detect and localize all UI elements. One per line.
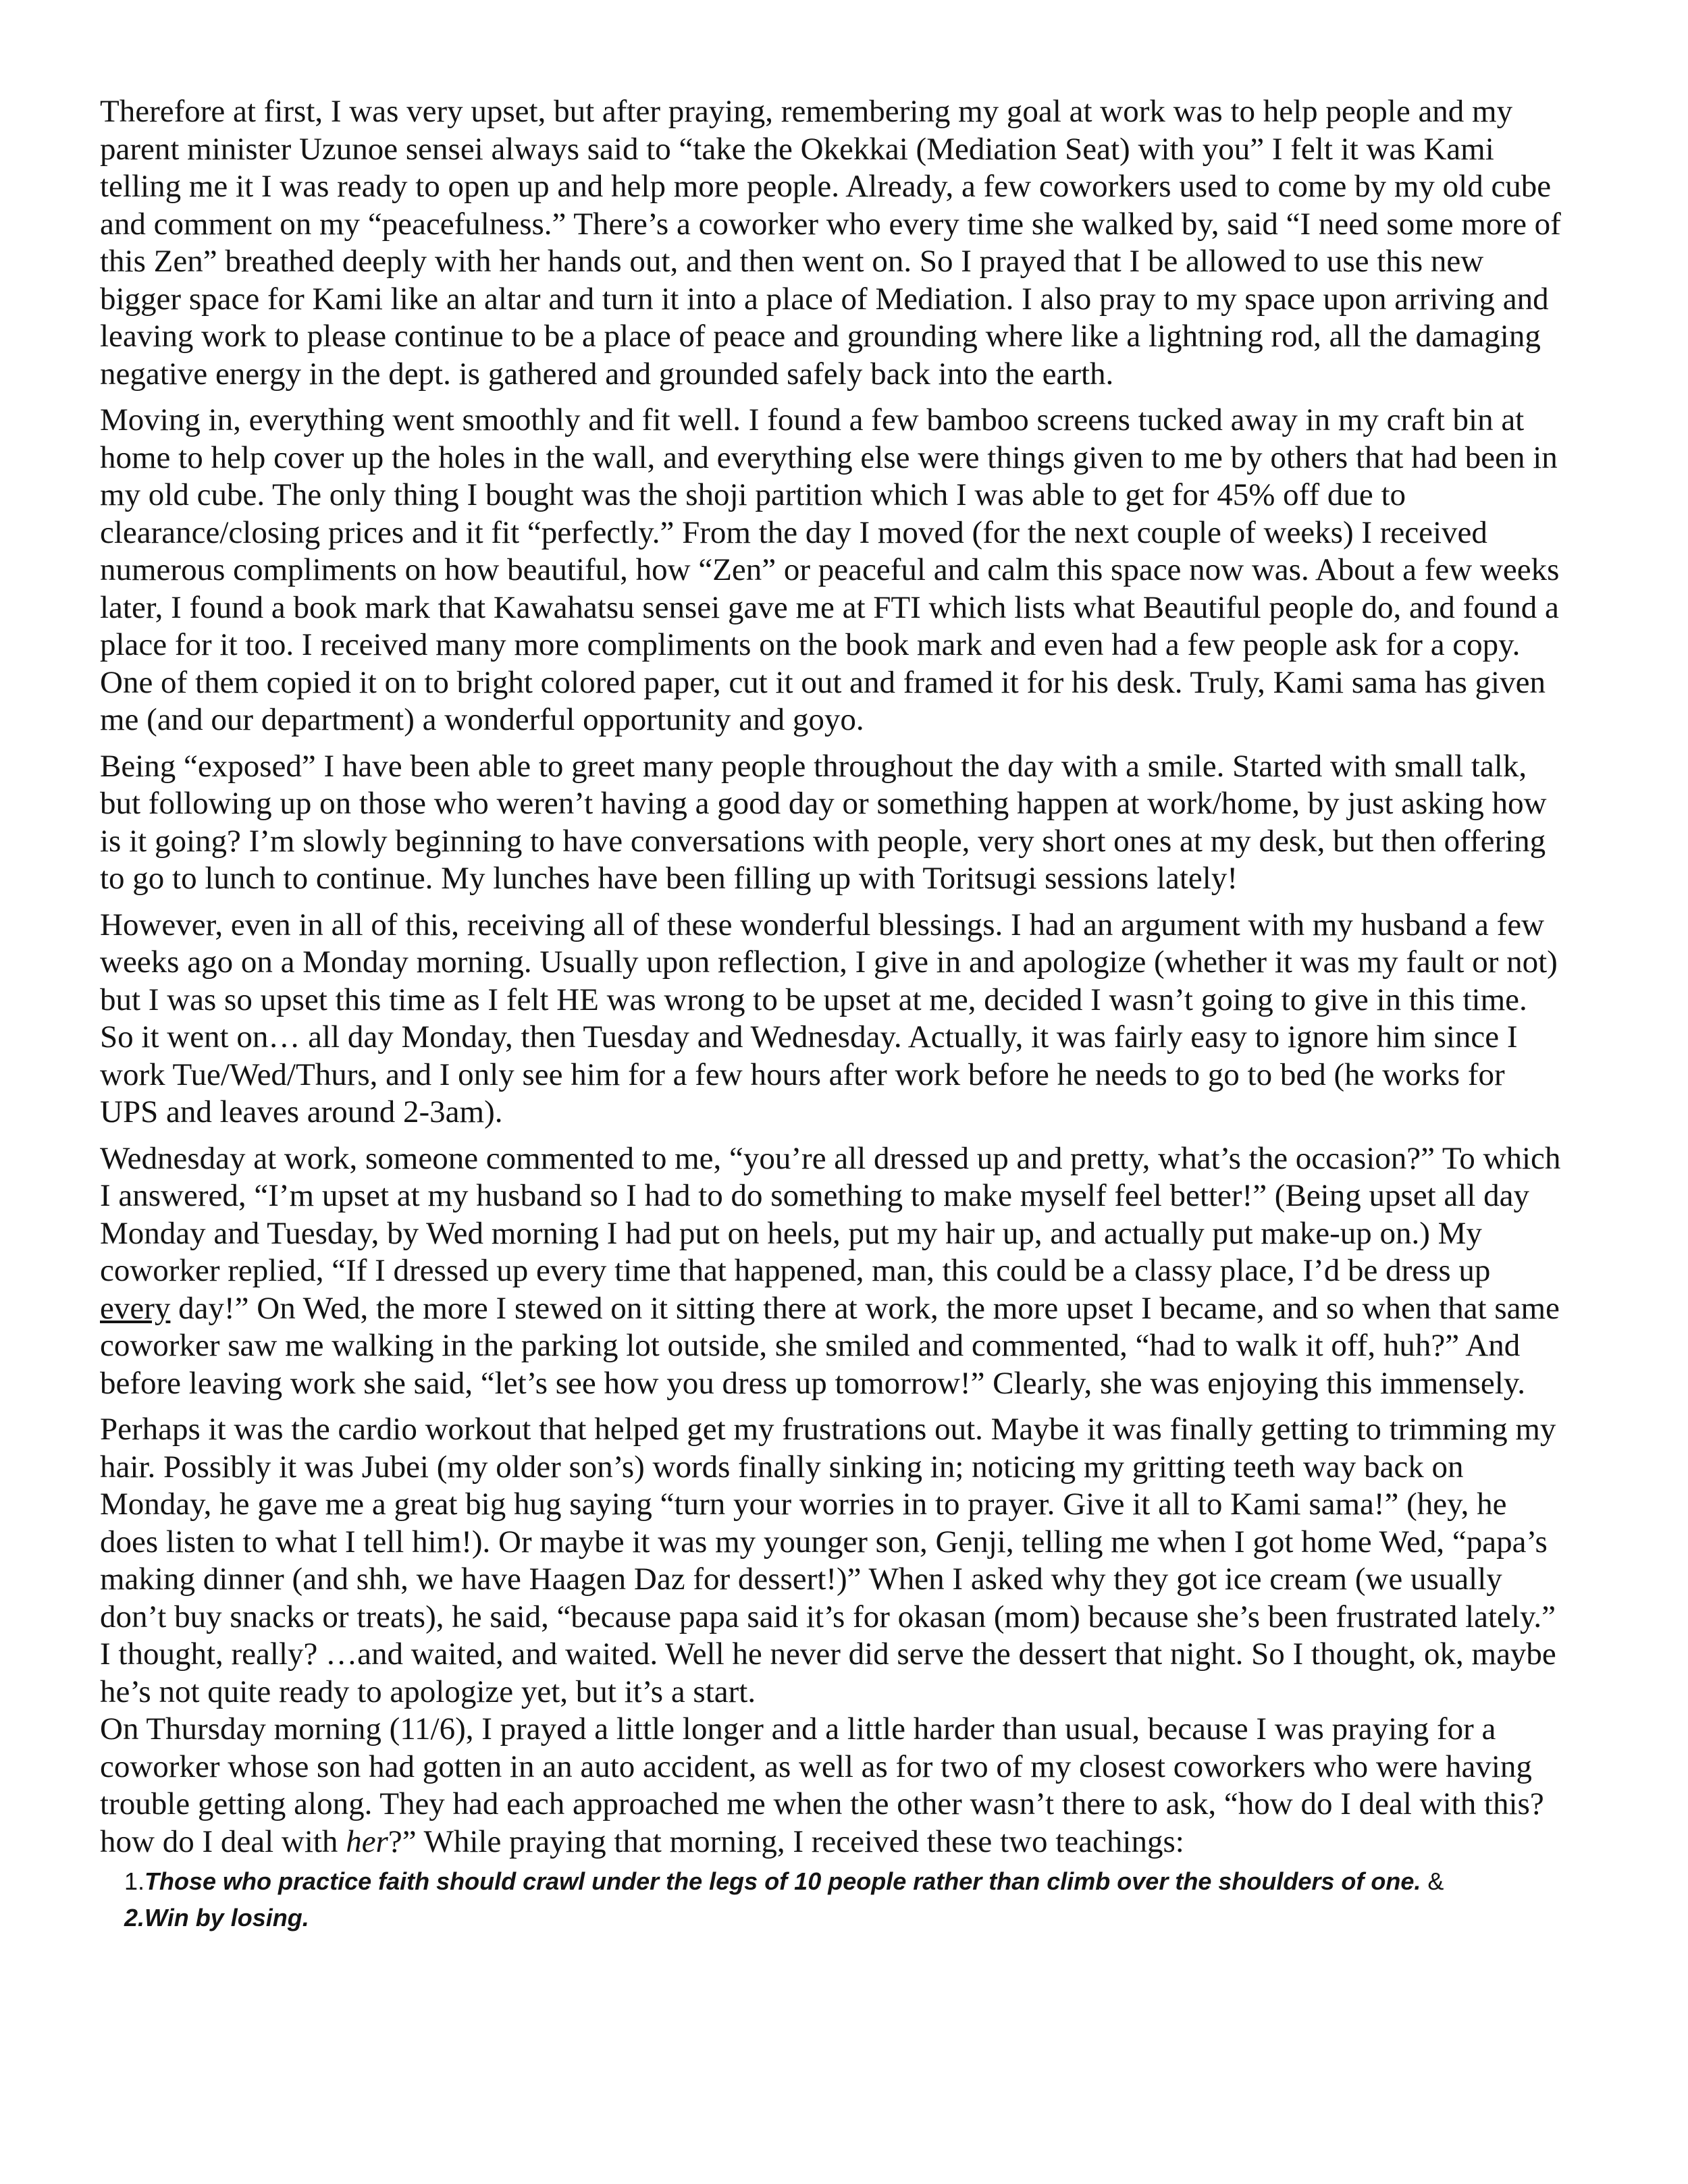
paragraph-5 xyxy=(100,1140,1562,1403)
paragraph-2: Moving in, everything went smoothly and fit well. I found a few bamboo screens tucked away in my craft bin at home to help cover up the holes in the wall, and everything else were things given to me by others that had been in my old cube. The only thing I bought was the shoji partition which I was able to get for 45% off due to clearance/closing prices and it fit “perfectly.” From the day I moved (for the next couple of weeks) I received numerous compliments on how beautiful, how “Zen” or peaceful and calm this space now was. About a few weeks later, I found a book mark that Kawahatsu sensei gave me at FTI which lists what Beautiful people do, and found a place for it too. I received many more compliments on the book mark and even had a few people ask for a copy. One of them copied it on to bright colored paper, cut it out and framed it for his desk. Truly, Kami sama has given me (and our department) a wonderful opportunity and goyo. xyxy=(100,402,1560,737)
paragraph-5-text-b: day!” On Wed, the more I stewed on it sitting there at work, the more upset I became, and so when that same coworker saw me walking in the parking lot outside, she smiled and commented, “had to walk it off, huh?” And before leaving work she said, “let’s see how you dress up tomorrow!” Clearly, she was enjoying this immensely. xyxy=(100,1290,1560,1401)
teaching-item xyxy=(100,1863,1562,1900)
teaching-text: Those who practice faith should crawl under the legs of 10 people rather than climb over the shoulders of one. xyxy=(144,1867,1421,1895)
teaching-number: 2. xyxy=(124,1904,145,1932)
teaching-number: 1. xyxy=(124,1867,145,1895)
paragraph-3: Being “exposed” I have been able to greet many people throughout the day with a smile. Started with small talk, but following up on those who weren’t having a good day or something happen at work/home, by just asking how is it going? I’m slowly beginning to have conversations with people, very short ones at my desk, but then offering to go to lunch to continue. My lunches have been filling up with Toritsugi sessions lately! xyxy=(100,748,1547,896)
teaching-item xyxy=(100,1900,1562,1936)
paragraph-6: Perhaps it was the cardio workout that helped get my frustrations out. Maybe it was finally getting to trimming my hair. Possibly it was Jubei (my older son’s) words finally sinking in; noticing my gritting teeth way back on Monday, he gave me a great big hug saying “turn your worries in to prayer. Give it all to Kami sama!” (hey, he does listen to what I tell him!). Or maybe it was my younger son, Genji, telling me when I got home Wed, “papa’s making dinner (and shh, we have Haagen Daz for dessert!)” When I asked why they got ice cream (we usually don’t buy snacks or treats), he said, “because papa said it’s for okasan (mom) because she’s been frustrated lately.” I thought, really? …and waited, and waited. Well he never did serve the dessert that night. So I thought, ok, maybe he’s not quite ready to apologize yet, but it’s a start. xyxy=(100,1412,1556,1709)
teachings-list xyxy=(100,1863,1562,1936)
teaching-text: Win by losing. xyxy=(144,1904,309,1932)
italic-word: her xyxy=(346,1823,388,1859)
paragraph-5-text-a: Wednesday at work, someone commented to me, “you’re all dressed up and pretty, what’s the occasion?” To which I answered, “I’m upset at my husband so I had to do something to make myself feel better!” (Being upset all day Monday and Tuesday, by Wed morning I had put on heels, put my hair up, and actually put make-up on.) My coworker replied, “If I dressed up every time that happened, man, this could be a classy place, I’d be dress up xyxy=(100,1140,1561,1288)
paragraph-7-text-a: On Thursday morning (11/6), I prayed a little longer and a little harder than usual, because I was praying for a coworker whose son had gotten in an auto accident, as well as for two of my closest coworkers who were having trouble getting along. They had each approached me when the other wasn’t there to ask, “how do I deal with this? how do I deal with xyxy=(100,1711,1544,1859)
paragraph-1: Therefore at first, I was very upset, but after praying, remembering my goal at work was to help people and my parent minister Uzunoe sensei always said to “take the Okekkai (Mediation Seat) with you” I felt it was Kami telling me it I was ready to open up and help more people. Already, a few coworkers used to come by my old cube and comment on my “peacefulness.” There’s a coworker who every time she walked by, said “I need some more of this Zen” breathed deeply with her hands out, and then went on. So I prayed that I be allowed to use this new bigger space for Kami like an altar and turn it into a place of Mediation. I also pray to my space upon arriving and leaving work to please continue to be a place of peace and grounding where like a lightning rod, all the damaging negative energy in the dept. is gathered and grounded safely back into the earth. xyxy=(100,94,1561,392)
paragraph-7-text-b: ?” While praying that morning, I received these two teachings: xyxy=(388,1823,1184,1859)
document-page xyxy=(100,93,1562,1936)
paragraph-4: However, even in all of this, receiving all of these wonderful blessings. I had an argument with my husband a few weeks ago on a Monday morning. Usually upon reflection, I give in and apologize (whether it was my fault or not) but I was so upset this time as I felt HE was wrong to be upset at me, decided I wasn’t going to give in this time. So it went on… all day Monday, then Tuesday and Wednesday. Actually, it was fairly easy to ignore him since I work Tue/Wed/Thurs, and I only see him for a few hours after work before he needs to go to bed (he works for UPS and leaves around 2-3am). xyxy=(100,907,1558,1129)
teaching-suffix: & xyxy=(1421,1867,1444,1895)
paragraph-7 xyxy=(100,1711,1562,1861)
underlined-word: every xyxy=(100,1290,171,1326)
